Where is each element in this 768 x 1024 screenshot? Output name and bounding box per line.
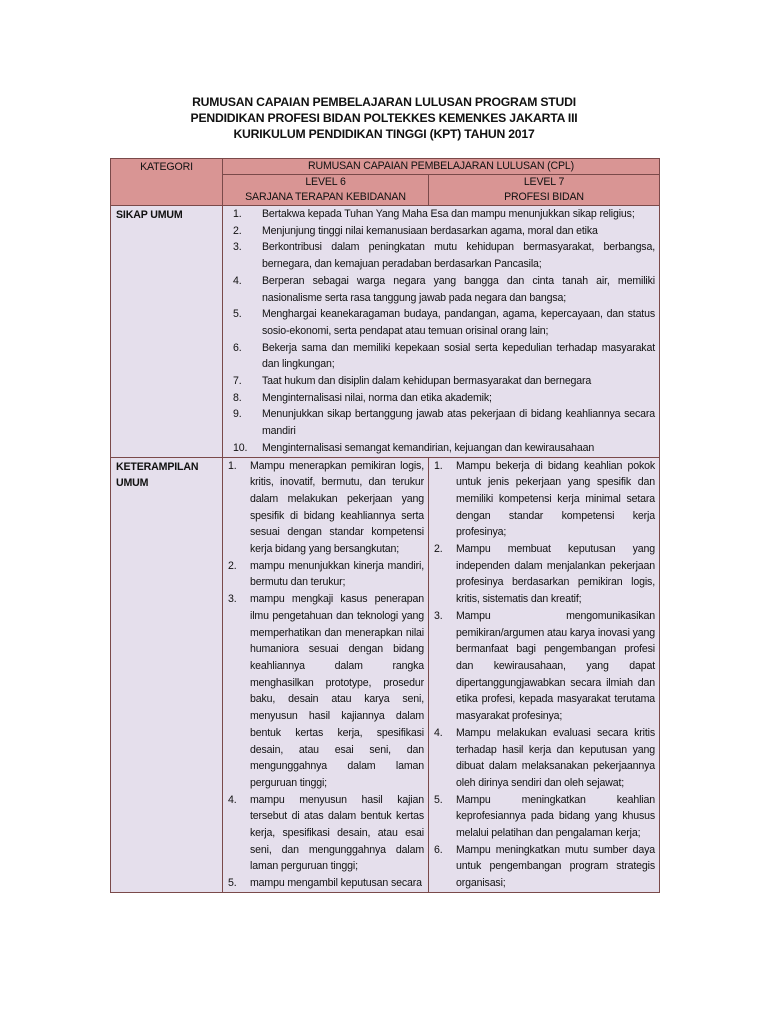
level7-sublabel: PROFESI BIDAN — [504, 191, 584, 203]
list-item-number: 1. — [434, 459, 443, 472]
list-item-number: 10. — [233, 441, 248, 454]
list-item-text: Bertakwa kepada Tuhan Yang Maha Esa dan mampu menunjukkan sikap religius; — [262, 208, 635, 220]
list-item-text: Mampu mengomunikasikan pemikiran/argumen atau karya inovasi yang bermanfaat bagi pengembangan profesi dan kewirausahaan, yang dapat dipertanggungjawabkan secara ilmiah dan etika profesi, kepada masyarakat terutama masyarakat profesinya; — [456, 609, 655, 723]
list-item-text: Berkontribusi dalam peningkatan mutu kehidupan bermasyarakat, berbangsa, bernegara, dan kemajuan peradaban berdasarkan Pancasila; — [262, 241, 655, 271]
list-item-text: mampu menyusun hasil kajian tersebut di atas dalam bentuk kertas kerja, spesifikasi desain, atau esai seni, dan mengunggahnya dalam laman perguruan tinggi; — [250, 793, 424, 873]
list-item-text: Taat hukum dan disiplin dalam kehidupan bermasyarakat dan bernegara — [262, 375, 592, 388]
list-item-number: 3. — [434, 609, 443, 622]
list-item — [223, 591, 428, 791]
list-item-number: 6. — [233, 341, 242, 354]
header-cpl: RUMUSAN CAPAIAN PEMBELAJARAN LULUSAN (CPL) — [223, 159, 660, 175]
level7-label: LEVEL 7 — [523, 176, 565, 188]
list-item-number: 1. — [228, 459, 237, 472]
list-item-text: Mampu bekerja di bidang keahlian pokok untuk jenis pekerjaan yang spesifik dan memiliki kompetensi kerja minimal setara dengan standar kompetensi kerja profesinya; — [456, 459, 655, 539]
title-line-3: KURIKULUM PENDIDIKAN TINGGI (KPT) TAHUN 2017 — [233, 127, 535, 141]
header-level6 — [223, 175, 429, 206]
title-line-2: PENDIDIKAN PROFESI BIDAN POLTEKKES KEMENKES JAKARTA III — [190, 111, 578, 125]
list-item-text: Mampu menerapkan pemikiran logis, kritis, inovatif, bermutu, dan terukur dalam melakukan pekerjaan yang spesifik di bidang keahliannya serta sesuai dengan standar kompetensi kerja bidang yang bersangkutan; — [250, 459, 424, 556]
list-item-number: 1. — [233, 208, 242, 220]
list-item-number: 5. — [434, 793, 443, 806]
keterampilan-level7-cell — [429, 457, 660, 892]
list-item — [223, 273, 659, 306]
list-item-text: Menginternalisasi semangat kemandirian, kejuangan dan kewirausahaan — [262, 441, 595, 454]
list-item — [429, 725, 659, 792]
list-item-text: Bekerja sama dan memiliki kepekaan sosial serta kepedulian terhadap masyarakat dan lingkungan; — [262, 341, 655, 371]
sikap-umum-cell — [223, 206, 660, 458]
list-item-number: 6. — [434, 843, 443, 856]
list-item-number: 4. — [228, 793, 237, 806]
list-item-text: Menghargai keanekaragaman budaya, pandangan, agama, kepercayaan, dan status sosio-ekonomi, serta pendapat atau temuan orisinal orang lain; — [262, 308, 655, 337]
list-item-text: Mampu meningkatkan mutu sumber daya untuk pengembangan program strategis organisasi; — [456, 843, 655, 890]
list-item — [429, 541, 659, 608]
list-item-text: mampu menunjukkan kinerja mandiri, bermutu dan terukur; — [250, 559, 424, 589]
list-item — [223, 390, 659, 407]
list-item-number: 2. — [233, 224, 242, 237]
list-item — [223, 792, 428, 876]
list-item-number: 3. — [233, 241, 242, 254]
list-item-text: Berperan sebagai warga negara yang bangga dan cinta tanah air, memiliki nasionalisme serta rasa tanggung jawab pada negara dan bangsa; — [262, 274, 655, 304]
header-level7 — [429, 175, 660, 206]
row-keterampilan-umum — [111, 457, 660, 892]
document-title — [0, 94, 768, 142]
list-item — [223, 306, 659, 339]
list-item-number: 4. — [233, 274, 242, 287]
keterampilan-level6-list — [223, 458, 428, 892]
cpl-table — [110, 158, 660, 893]
list-item-text: mampu mengkaji kasus penerapan ilmu pengetahuan dan teknologi yang memperhatikan dan menerapkan nilai humaniora sesuai dengan bidang keahliannya dalam rangka menghasilkan prototype, prosedur baku, desain atau karya seni, menyusun hasil kajiannya dalam bentuk kertas kerja, spesifikasi desain, atau esai seni, dan mengunggahnya dalam laman perguruan tinggi; — [250, 593, 424, 789]
list-item — [223, 458, 428, 558]
header-kategori: KATEGORI — [111, 159, 223, 206]
list-item-text: Mampu melakukan evaluasi secara kritis terhadap hasil kerja dan keputusan yang dibuat dalam melaksanakan pekerjaannya oleh dirinya sendiri dan oleh sejawat; — [456, 726, 655, 789]
list-item-number: 7. — [233, 375, 242, 388]
list-item-text: Menjunjung tinggi nilai kemanusiaan berdasarkan agama, moral dan etika — [262, 224, 598, 237]
list-item-number: 2. — [434, 543, 443, 556]
keterampilan-level7-list — [429, 458, 659, 892]
row-sikap-umum — [111, 206, 660, 458]
list-item-number: 2. — [228, 559, 237, 572]
keterampilan-level6-cell — [223, 457, 429, 892]
list-item — [223, 875, 428, 892]
list-item — [223, 440, 659, 457]
list-item — [429, 458, 659, 542]
title-line-1: RUMUSAN CAPAIAN PEMBELAJARAN LULUSAN PROGRAM STUDI — [192, 95, 576, 109]
list-item — [223, 223, 659, 240]
list-item-text: Mampu meningkatkan keahlian keprofesiannya pada bidang yang khusus melalui pelatihan dan pengalaman kerja; — [456, 793, 655, 840]
list-item — [429, 608, 659, 725]
list-item-number: 5. — [228, 877, 237, 890]
list-item — [223, 406, 659, 439]
list-item-number: 9. — [233, 408, 242, 421]
list-item — [223, 558, 428, 591]
level6-label: LEVEL 6 — [305, 176, 346, 188]
level6-sublabel: SARJANA TERAPAN KEBIDANAN — [245, 191, 406, 203]
list-item-text: Mampu membuat keputusan yang independen dalam menjalankan pekerjaan profesinya berdasarkan pemikiran logis, kritis, sistematis dan kreatif; — [456, 543, 655, 606]
list-item — [223, 206, 659, 223]
list-item-text: mampu mengambil keputusan secara — [250, 877, 422, 890]
list-item — [223, 239, 659, 272]
list-item-number: 5. — [233, 308, 242, 321]
list-item-number: 8. — [233, 391, 242, 404]
list-item-number: 3. — [228, 593, 237, 606]
sikap-umum-list — [223, 206, 659, 457]
list-item-text: Menunjukkan sikap bertanggung jawab atas pekerjaan di bidang keahliannya secara mandiri — [262, 408, 655, 438]
list-item — [223, 340, 659, 373]
category-keterampilan-umum: KETERAMPILAN UMUM — [111, 457, 223, 892]
list-item — [223, 373, 659, 390]
list-item-text: Menginternalisasi nilai, norma dan etika akademik; — [262, 391, 492, 404]
list-item — [429, 792, 659, 842]
list-item-number: 4. — [434, 726, 443, 739]
list-item — [429, 842, 659, 892]
header-row-1 — [111, 159, 660, 175]
category-sikap-umum: SIKAP UMUM — [111, 206, 223, 458]
